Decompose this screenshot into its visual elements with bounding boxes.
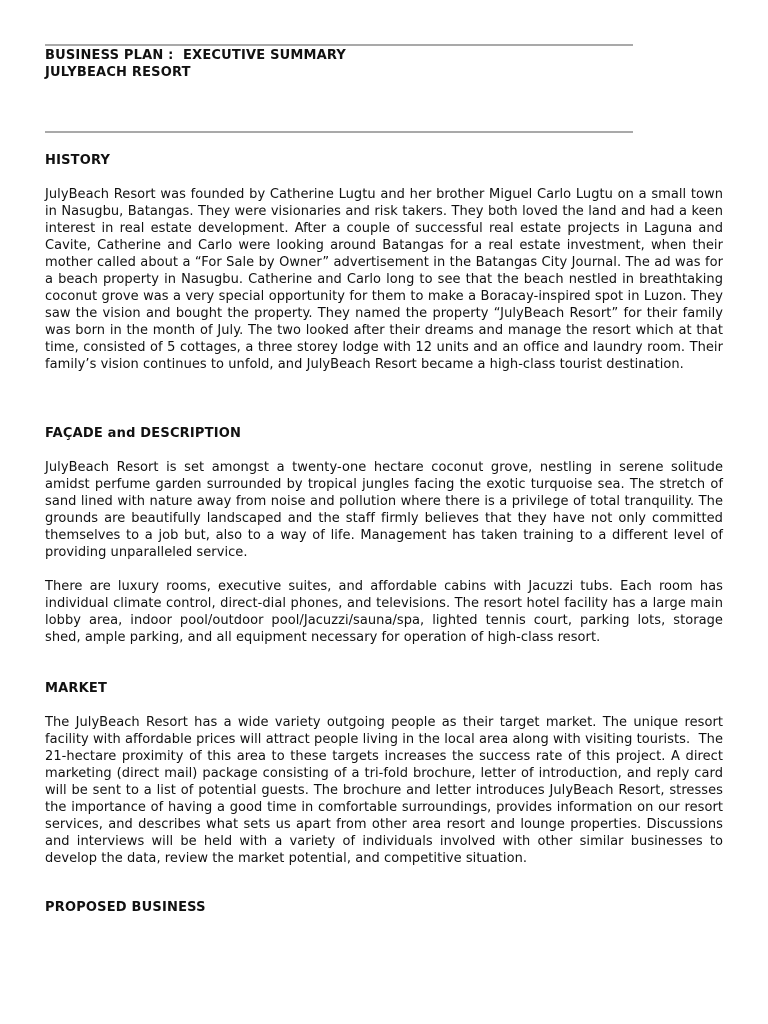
top-divider [45,44,633,46]
proposed-business-heading: PROPOSED BUSINESS [45,900,206,915]
history-heading: HISTORY [45,153,111,168]
market-heading: MARKET [45,681,108,696]
facade-heading: FAÇADE and DESCRIPTION [45,426,242,441]
facade-paragraph-1: JulyBeach Resort is set amongst a twenty-one hectare coconut grove, nestling in serene solitude amidst perfume garden surrounded by tropical jungles facing the exotic turquoise sea. The stretch of sand lined with nature away from noise and pollution where there is a privilege of total tranquility. The grounds are beautifully landscaped and the staff firmly believes that they have not only committed themselves to a job but, also to a way of life. Management has taken training to a different level of providing unparalleled service. [45,460,723,560]
title-line-1: BUSINESS PLAN : EXECUTIVE SUMMARY [45,48,347,63]
title-line-2: JULYBEACH RESORT [45,65,191,80]
facade-paragraph-2: There are luxury rooms, executive suites, and affordable cabins with Jacuzzi tubs. Each room has individual climate control, direct-dial phones, and televisions. The resort hotel facility has a large main lobby area, indoor pool/outdoor pool/Jacuzzi/sauna/spa, lighted tennis court, parking lots, storage shed, ample parking, and all equipment necessary for operation of high-class resort. [45,579,723,645]
document-title [45,47,346,81]
history-paragraph: JulyBeach Resort was founded by Catherine Lugtu and her brother Miguel Carlo Lugtu on a small town in Nasugbu, Batangas. They were visionaries and risk takers. They both loved the land and had a keen interest in real estate development. After a couple of successful real estate projects in Laguna and Cavite, Catherine and Carlo were looking around Batangas for a real estate investment, when their mother called about a “For Sale by Owner” advertisement in the Batangas City Journal. The ad was for a beach property in Nasugbu. Catherine and Carlo long to see that the beach nestled in breathtaking coconut grove was a very special opportunity for them to make a Boracay-inspired spot in Luzon. They saw the vision and bought the property. They named the property “JulyBeach Resort” for their family was born in the month of July. The two looked after their dreams and manage the resort which at that time, consisted of 5 cottages, a three storey lodge with 12 units and an office and laundry room. Their family’s vision continues to unfold, and JulyBeach Resort became a high-class tourist destination. [45,187,723,372]
market-paragraph: The JulyBeach Resort has a wide variety outgoing people as their target market. The unique resort facility with affordable prices will attract people living in the local area along with visiting tourists. The 21-hectare proximity of this area to these targets increases the success rate of this project. A direct marketing (direct mail) package consisting of a tri-fold brochure, letter of introduction, and reply card will be sent to a list of potential guests. The brochure and letter introduces JulyBeach Resort, stresses the importance of having a good time in comfortable surroundings, provides information on our resort services, and describes what sets us apart from other area resort and lounge properties. Discussions and interviews will be held with a variety of individuals involved with other similar businesses to develop the data, review the market potential, and competitive situation. [45,715,728,866]
header-divider [45,131,633,133]
